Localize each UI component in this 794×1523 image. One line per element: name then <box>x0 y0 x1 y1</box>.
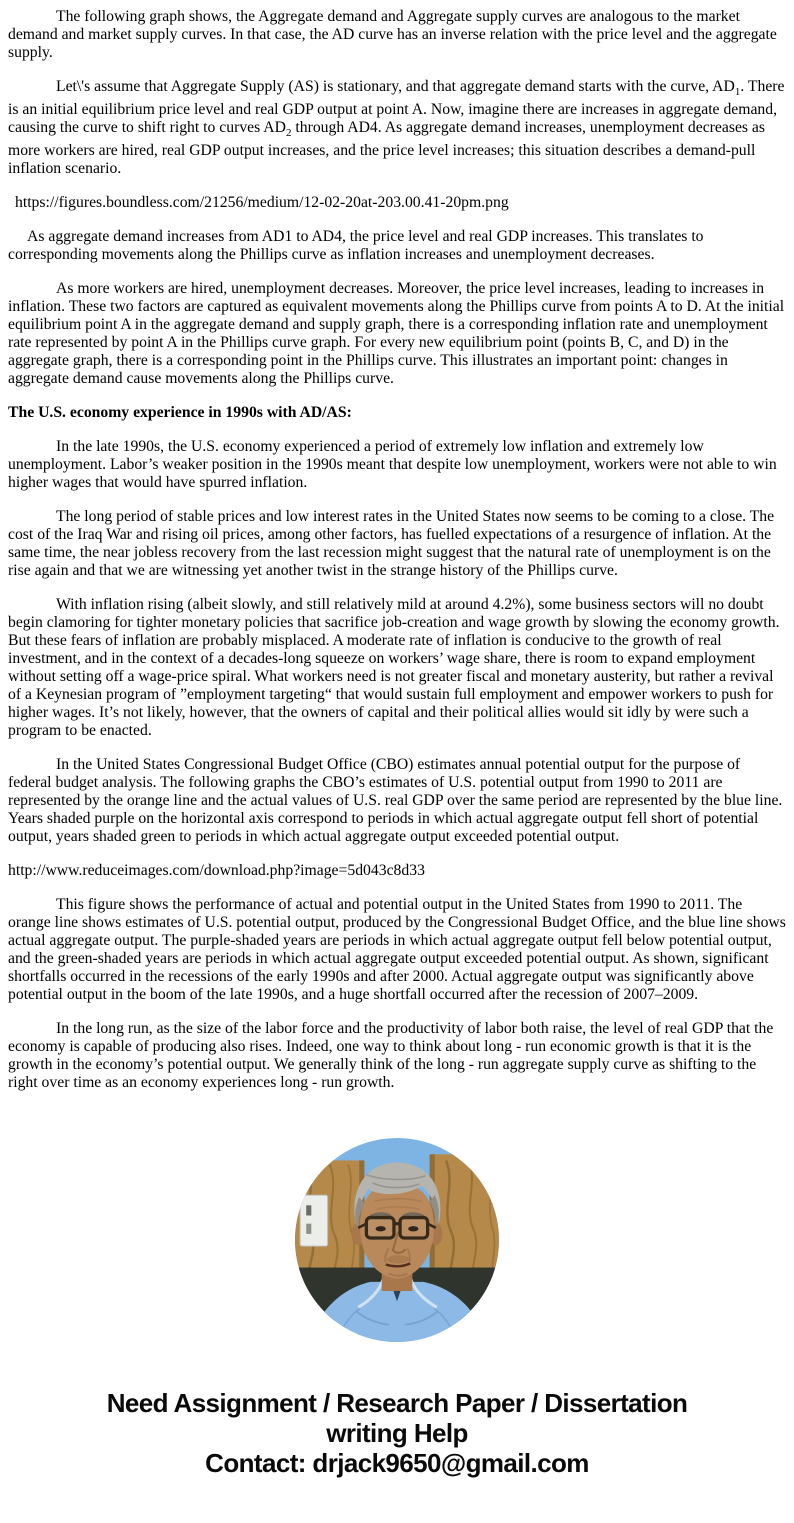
section-heading-us-economy: The U.S. economy experience in 1990s with AD/AS: <box>8 404 352 422</box>
paragraph-long-run-growth: In the long run, as the size of the labor force and the productivity of labor both raise, the level of real GDP that the economy is capable of producing also rises. Indeed, one way to think about long - run economic growth is that it is the growth in the economy’s potential output. We generally think of the long - run aggregate supply curve as shifting to the right over time as an economy experiences long - run growth. <box>8 1020 774 1092</box>
paragraph-stable-prices: The long period of stable prices and low interest rates in the United States now seems to be coming to a close. The cost of the Iraq War and rising oil prices, among other factors, has fuelled expectations of a resurgence of inflation. At the same time, the near jobless recovery from the last recession might suggest that the natural rate of unemployment is on the rise again and that we are witnessing yet another twist in the strange history of the Phillips curve. <box>8 508 775 580</box>
photo-switch-panel <box>300 1195 328 1246</box>
image-url-boundless: https://figures.boundless.com/21256/medium/12-02-20at-203.00.41-20pm.png <box>15 194 509 212</box>
paragraph-cbo-estimates: In the United States Congressional Budget Office (CBO) estimates annual potential output for the purpose of federal budget analysis. The following graphs the CBO’s estimates of U.S. potential output from 1990 to 2011 are represented by the orange line and the actual values of U.S. real GDP over the same period are represented by the blue line. Years shaded purple on the horizontal axis correspond to periods in which actual aggregate output fell short of potential output, years shaded green to periods in which actual aggregate output exceeded potential output. <box>8 756 783 846</box>
paragraph-ad1-to-ad4: As aggregate demand increases from AD1 to AD4, the price level and real GDP increases. This translates to corresponding movements along the Phillips curve as inflation increases and unemployment decreases. <box>8 228 704 264</box>
person-portrait-icon <box>295 1138 499 1342</box>
paragraph-late-1990s: In the late 1990s, the U.S. economy experienced a period of extremely low inflation and extremely low unemployment. Labor’s weaker position in the 1990s meant that despite low unemployment, workers were not able to win higher wages that would have spurred inflation. <box>8 438 777 492</box>
promo-help-line2: writing Help <box>326 1418 468 1449</box>
promo-footer <box>8 1388 786 1478</box>
paragraph-intro: The following graph shows, the Aggregate demand and Aggregate supply curves are analogous to the market demand and market supply curves. In that case, the AD curve has an inverse relation with the price level and the aggregate supply. <box>8 8 777 61</box>
paragraph-workers-hired: As more workers are hired, unemployment decreases. Moreover, the price level increases, leading to increases in inflation. These two factors are captured as equivalent movements along the Phillips curve from points A to D. At the initial equilibrium point A in the aggregate demand and supply graph, there is a corresponding inflation rate and unemployment rate represented by point A in the Phillips curve graph. For every new equilibrium point (points B, C, and D) in the aggregate graph, there is a corresponding point in the Phillips curve. This illustrates an important point: changes in aggregate demand cause movements along the Phillips curve. <box>8 280 785 388</box>
paragraph-ad-shift: Let\'s assume that Aggregate Supply (AS) is stationary, and that aggregate demand starts with the curve, $AD_1$. There is an initial equilibrium price level and real GDP output at point A. Now, imagine there are increases in aggregate demand, causing the curve to shift right to curves $AD_2$ through AD4. As aggregate demand increases, unemployment decreases as more workers are hired, real GDP output increases, and the price level increases; this situation describes a demand-pull inflation scenario. <box>8 78 785 178</box>
profile-photo <box>295 1138 499 1342</box>
promo-help-line1: Need Assignment / Research Paper / Dissertation <box>106 1388 688 1419</box>
promo-contact-email: Contact: drjack9650@gmail.com <box>205 1448 589 1479</box>
paragraph-inflation-rising: With inflation rising (albeit slowly, and still relatively mild at around 4.2%), some business sectors will no doubt begin clamoring for tighter monetary policies that sacrifice job-creation and wage growth by slowing the economy growth. But these fears of inflation are probably misplaced. A moderate rate of inflation is conducive to the growth of real investment, and in the context of a decades-long squeeze on workers’ wage share, there is room to expand employment without setting off a wage-price spiral. What workers need is not greater fiscal and monetary austerity, but rather a revival of a Keynesian program of ”employment targeting“ that would sustain full employment and empower workers to push for higher wages. It’s not likely, however, that the owners of capital and their political allies would sit idly by were such a program to be enacted. <box>8 596 780 740</box>
image-url-reduceimages: http://www.reduceimages.com/download.php?image=5d043c8d33 <box>8 862 425 880</box>
paragraph-figure-performance: This figure shows the performance of actual and potential output in the United States from 1990 to 2011. The orange line shows estimates of U.S. potential output, produced by the Congressional Budget Office, and the blue line shows actual aggregate output. The purple-shaded years are periods in which actual aggregate output fell below potential output, and the green-shaded years are periods in which actual aggregate output exceeded potential output. As shown, significant shortfalls occurred in the recessions of the early 1990s and after 2000. Actual aggregate output was significantly above potential output in the boom of the late 1990s, and a huge shortfall occurred after the recession of 2007–2009. <box>8 896 786 1004</box>
